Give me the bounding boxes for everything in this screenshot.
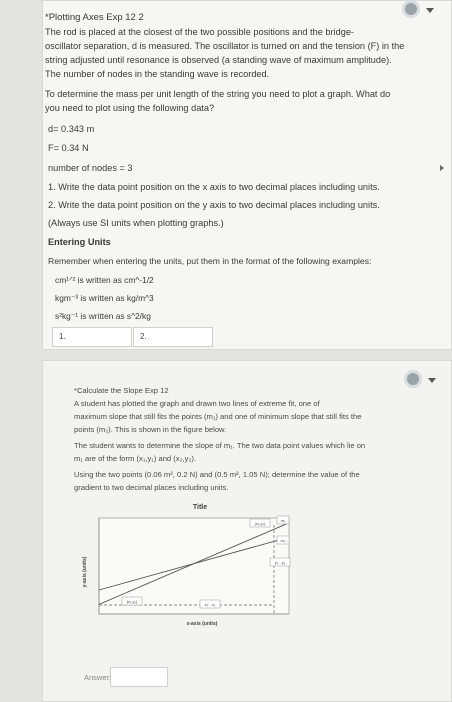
paragraph-line: The rod is placed at the closest of the two possible positions and the bridge- — [45, 27, 354, 37]
annotation-dy: y₂ - y₁ — [274, 560, 286, 565]
si-note: (Always use SI units when plotting graphs.) — [48, 218, 224, 228]
chevron-down-icon[interactable] — [428, 378, 436, 383]
gear-icon[interactable] — [402, 0, 420, 18]
f-value: F= 0.34 N — [48, 143, 89, 153]
instruction-1: 1. Write the data point position on the x axis to two decimal places including units. — [48, 182, 380, 192]
annotation-m1: m₁ — [280, 518, 286, 523]
units-intro: Remember when entering the units, put them in the format of the following examples: — [48, 256, 372, 266]
chevron-down-icon[interactable] — [426, 8, 434, 13]
paragraph-line: string adjusted until resonance is observed (a standing wave of maximum amplitude). — [45, 55, 392, 65]
question-line: gradient to two decimal places including units. — [74, 483, 229, 492]
question-line: The student wants to determine the slope of m₁. The two data point values which lie on — [74, 441, 366, 450]
unit-example-1: cm¹ᐟ² is written as cm^-1/2 — [55, 275, 154, 285]
nodes-value: number of nodes = 3 — [48, 163, 133, 173]
unit-example-2: kgm⁻³ is written as kg/m^3 — [55, 293, 154, 303]
annotation-m2: m₂ — [280, 538, 286, 543]
annotation-dx: x₂ - x₁ — [204, 602, 216, 607]
slope-chart — [74, 504, 314, 630]
x-axis-label: x-axis (units) — [186, 621, 218, 627]
prompt-line: To determine the mass per unit length of the string you need to plot a graph. What do — [45, 89, 391, 99]
prompt-line: you need to plot using the following data? — [45, 103, 215, 113]
question-line: A student has plotted the graph and drawn two lines of extreme fit, one of — [74, 399, 320, 408]
paragraph-line: oscillator separation, d is measured. The oscillator is turned on and the tension (F) in the — [45, 41, 405, 51]
question-title: *Plotting Axes Exp 12 2 — [45, 12, 144, 23]
answer-field[interactable] — [110, 667, 168, 687]
answer-field-2[interactable] — [133, 327, 213, 347]
paragraph-line: The number of nodes in the standing wave is recorded. — [45, 69, 270, 79]
question-title: *Calculate the Slope Exp 12 — [74, 386, 169, 395]
answer-label-2: 2. — [140, 332, 147, 341]
y-axis-label: y-axis (units) — [82, 556, 88, 588]
gear-icon[interactable] — [404, 370, 422, 388]
instruction-2: 2. Write the data point position on the y axis to two decimal places including units. — [48, 200, 380, 210]
d-value: d= 0.343 m — [48, 124, 95, 134]
question-line: points (m₂). This is shown in the figure below. — [74, 425, 227, 434]
annotation-x2y2: (x₂,y₂) — [254, 521, 266, 526]
answer-label-1: 1. — [59, 332, 66, 341]
annotation-x1y1: (x₁,y₁) — [126, 599, 138, 604]
question-line: m₁ are of the form (x₁,y₁) and (x₂,y₂). — [74, 454, 197, 463]
unit-example-3: s²kg⁻¹ is written as s^2/kg — [55, 311, 151, 321]
scroll-arrow-icon[interactable] — [440, 165, 444, 171]
answer-field-1[interactable] — [52, 327, 132, 347]
question-line: Using the two points (0.06 m², 0.2 N) and (0.5 m², 1.05 N); determine the value of the — [74, 470, 360, 479]
chart-title: Title — [192, 504, 208, 511]
units-heading: Entering Units — [48, 237, 111, 247]
question-line: maximum slope that still fits the points (m₁) and one of minimum slope that still fits the — [74, 412, 362, 421]
answer-label: Answer: — [84, 673, 112, 682]
